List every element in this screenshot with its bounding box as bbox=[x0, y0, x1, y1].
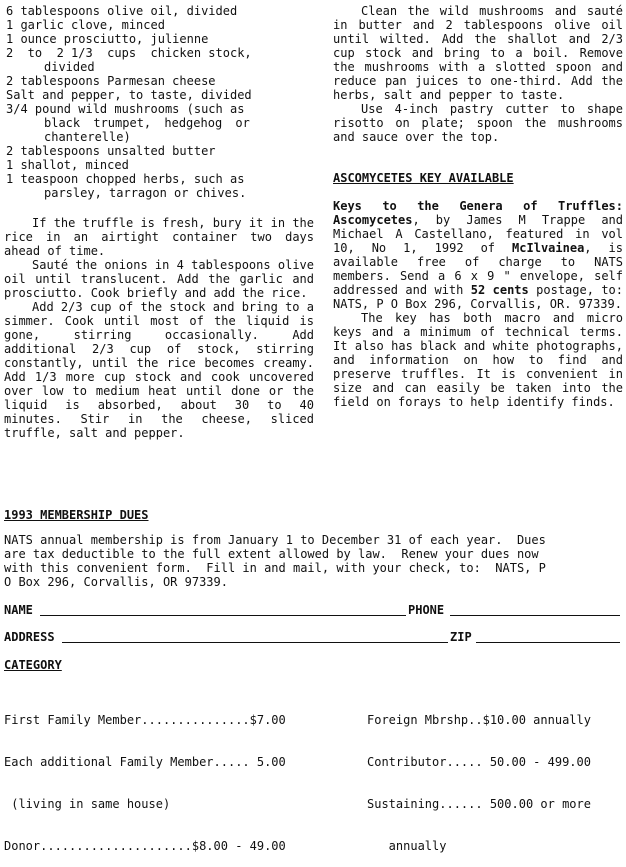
ingredient-item-continued: chanterelle) bbox=[44, 130, 131, 144]
recipe-step: Add 2/3 cup of the stock and bring to a simmer. Cook until most of the liquid is gone, stirring occasionally. Add additional 2/3 cup of stock, stirring constantly, until the rice becomes creamy. Add 1/3 more cup stock and cook uncovered over low to medium heat until done or the liquid is absorbed, about 30 to 40 minutes. Stir in the cheese, sliced truffle, salt and pepper. bbox=[4, 300, 314, 440]
ingredient-item: 3/4 pound wild mushrooms (such as bbox=[6, 102, 245, 116]
category-list-left bbox=[4, 685, 286, 867]
membership-intro-line: are tax deductible to the full extent allowed by law. Renew your dues now bbox=[4, 547, 539, 561]
category-item: Each additional Family Member..... 5.00 bbox=[4, 755, 286, 769]
article-column bbox=[333, 4, 623, 409]
zip-label: ZIP bbox=[450, 630, 472, 644]
phone-field[interactable] bbox=[450, 615, 620, 616]
ingredient-item: 1 teaspoon chopped herbs, such as bbox=[6, 172, 245, 186]
membership-intro-line: O Box 296, Corvallis, OR 97339. bbox=[4, 575, 228, 589]
membership-intro bbox=[4, 533, 620, 589]
membership-intro-line: NATS annual membership is from January 1 to December 31 of each year. Dues bbox=[4, 533, 546, 547]
key-title: Keys to the Genera of Truffles: Ascomycetes bbox=[333, 199, 623, 227]
category-heading: CATEGORY bbox=[4, 658, 62, 672]
category-item: (living in same house) bbox=[4, 797, 171, 811]
key-article-paragraph: The key has both macro and micro keys and a minimum of technical terms. It also has black and white photographs, and information on how to find and preserve truffles. It is convenient in size and can easily be taken into the field on forays to help identify finds. bbox=[333, 311, 623, 409]
address-label: ADDRESS bbox=[4, 630, 55, 644]
phone-label: PHONE bbox=[408, 603, 445, 617]
ingredient-item: 1 garlic clove, minced bbox=[6, 18, 165, 32]
name-label: NAME bbox=[4, 603, 33, 617]
ingredient-item: 2 tablespoons Parmesan cheese bbox=[6, 74, 216, 88]
recipe-column bbox=[4, 4, 314, 440]
key-article-paragraph: Keys to the Genera of Truffles: Ascomycetes, by James M Trappe and Michael A Castellano, featured in vol 10, No 1, 1992 of McIlvainea, is available free of charge to NATS members. Send a 6 x 9 " envelope, self addressed and with 52 cents postage, to: NATS, P O Box 296, Corvallis, OR. 97339. bbox=[333, 199, 624, 311]
journal-name: McIlvainea bbox=[512, 241, 585, 255]
postage-amount: 52 cents bbox=[470, 283, 529, 297]
address-field[interactable] bbox=[62, 642, 448, 643]
recipe-step: Clean the wild mushrooms and sauté in butter and 2 tablespoons olive oil until wilted. Add the shallot and 2/3 cup stock and bring to a boil. Remove the mushrooms with a slotted spoon and reduce pan juices to one-third. Add the herbs, salt and pepper to taste. bbox=[333, 4, 623, 102]
category-item: Contributor..... 50.00 - 499.00 bbox=[367, 755, 591, 769]
ingredient-list bbox=[4, 4, 314, 200]
category-list-right bbox=[367, 685, 591, 867]
recipe-step: Use 4-inch pastry cutter to shape risotto on plate; spoon the mushrooms and sauce over the top. bbox=[333, 102, 623, 144]
category-item: Donor.....................$8.00 - 49.00 bbox=[4, 839, 286, 853]
recipe-step: Sauté the onions in 4 tablespoons olive oil until translucent. Add the garlic and prosciutto. Cook briefly and add the rice. bbox=[4, 258, 314, 300]
ingredient-item: Salt and pepper, to taste, divided bbox=[6, 88, 252, 102]
ingredient-item: 1 ounce prosciutto, julienne bbox=[6, 32, 209, 46]
ingredient-item: 1 shallot, minced bbox=[6, 158, 129, 172]
key-article-heading: ASCOMYCETES KEY AVAILABLE bbox=[333, 171, 514, 185]
ingredient-item-continued: divided bbox=[44, 60, 95, 74]
membership-heading: 1993 MEMBERSHIP DUES bbox=[4, 508, 149, 522]
recipe-step: If the truffle is fresh, bury it in the rice in an airtight container two days ahead of time. bbox=[4, 216, 314, 258]
name-phone-row bbox=[4, 603, 620, 617]
key-article bbox=[333, 171, 623, 409]
ingredient-item: 6 tablespoons olive oil, divided bbox=[6, 4, 238, 18]
ingredient-item-continued: black trumpet, hedgehog or bbox=[44, 116, 250, 130]
membership-intro-line: with this convenient form. Fill in and mail, with your check, to: NATS, P bbox=[4, 561, 546, 575]
category-item: Sustaining...... 500.00 or more bbox=[367, 797, 591, 811]
ingredient-item-continued: parsley, tarragon or chives. bbox=[44, 186, 247, 200]
address-zip-row bbox=[4, 630, 620, 644]
ingredient-item: 2 tablespoons unsalted butter bbox=[6, 144, 216, 158]
category-item: annually bbox=[367, 839, 447, 853]
ingredient-item: 2 to 2 1/3 cups chicken stock, bbox=[6, 46, 252, 60]
zip-field[interactable] bbox=[476, 642, 620, 643]
category-item: First Family Member...............$7.00 bbox=[4, 713, 286, 727]
name-field[interactable] bbox=[40, 615, 406, 616]
category-item: Foreign Mbrshp..$10.00 annually bbox=[367, 713, 591, 727]
